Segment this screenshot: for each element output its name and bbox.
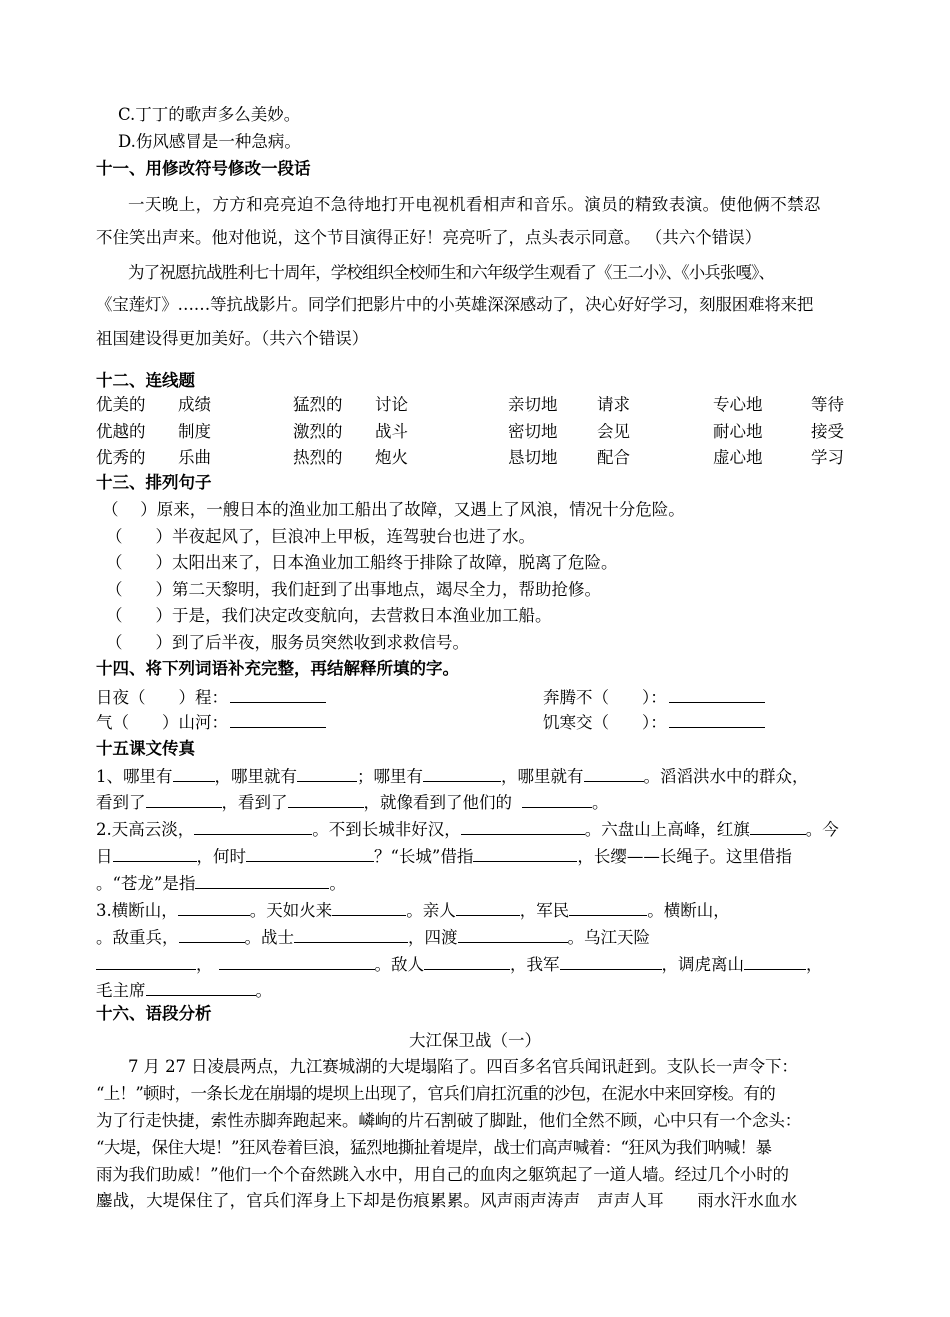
text: 。亲人 [406,901,456,920]
answer-blank[interactable] [669,686,765,703]
fill-blank[interactable] [173,765,215,782]
match-word[interactable]: 优越的 [96,422,146,441]
answer-blank[interactable] [230,711,326,728]
s11-p2-line2: 《宝莲灯》……等抗战影片。同学们把影片中的小英雄深深感动了，决心好好学习，刻服困难将来把 [96,295,814,314]
fill-blank[interactable] [178,899,250,916]
ordering-item[interactable]: （ ）到了后半夜，服务员突然收到求救信号。 [106,633,469,652]
s11-p1-line1: 一天晚上，方方和亮亮迫不急待地打开电视机看相声和音乐。演员的精致表演。使他俩不禁忍 [128,195,821,214]
s11-p2-line1: 为了祝愿抗战胜利七十周年，学校组织全校师生和六年级学生观看了《王二小》、《小兵张嘎》、 [128,263,775,282]
section-15-heading: 十五课文传真 [96,739,195,758]
s15-line2 [96,791,609,814]
passage-line: “大堤，保住大堤！”狂风卷着巨浪，猛烈地撕扯着堤岸，战士们高声喊着：“狂风为我们呐喊！暴 [96,1138,772,1157]
s15-line5 [96,872,346,895]
text: 2.天高云淡， [96,820,195,839]
text: 。天如火来 [249,901,333,920]
match-word[interactable]: 等待 [811,395,844,414]
fill-blank[interactable] [96,953,196,970]
text: 。不到长城非好汉， [312,820,461,839]
match-word[interactable]: 讨论 [375,395,408,414]
idiom-label: 气（ ）山河： [96,713,228,732]
fill-blank[interactable] [246,845,374,862]
ordering-item[interactable]: （ ）原来，一艘日本的渔业加工船出了故障，又遇上了风浪，情况十分危险。 [102,500,685,519]
fill-blank[interactable] [332,899,406,916]
passage-line: “上！”顿时，一条长龙在崩塌的堤坝上出现了，官兵们肩扛沉重的沙包，在泥水中来回穿梭。有的 [96,1084,776,1103]
match-word[interactable]: 耐心地 [713,422,763,441]
idiom-item-c [96,711,326,734]
fill-blank[interactable] [288,791,364,808]
fill-blank[interactable] [423,765,501,782]
fill-blank[interactable] [750,818,806,835]
passage-line: 7 月 27 日凌晨两点，九江赛城湖的大堤塌陷了。四百多名官兵闻讯赶到。支队长一声令下： [128,1057,798,1076]
fill-blank[interactable] [458,926,568,943]
text: 3.横断山， [96,901,178,920]
text: ， [196,955,213,974]
section-13-heading: 十三、排列句子 [96,473,212,492]
match-word[interactable]: 战斗 [375,422,408,441]
fill-blank[interactable] [473,845,577,862]
s15-line4 [96,845,792,868]
match-word[interactable]: 会见 [597,422,630,441]
text: 。六盘山上高峰，红旗 [584,820,750,839]
section-14-heading: 十四、将下列词语补充完整，再结解释所填的字。 [96,659,459,678]
text: ，长缨——长绳子。这里借指 [577,847,792,866]
passage-line: 雨为我们助威！”他们一个个奋然跳入水中，用自己的血肉之躯筑起了一道人墙。经过几个小时的 [96,1165,789,1184]
s15-line6 [96,899,730,922]
fill-blank[interactable] [744,953,806,970]
idiom-label: 奔腾不（ ）： [543,688,667,707]
text: ，我军 [510,955,560,974]
match-word[interactable]: 请求 [597,395,630,414]
section-16-heading: 十六、语段分析 [96,1004,212,1023]
text: ，调虎离山 [661,955,744,974]
fill-blank[interactable] [294,926,408,943]
ordering-item[interactable]: （ ）太阳出来了，日本渔业加工船终于排除了故障，脱离了危险。 [106,553,618,572]
text: 。战士 [244,928,294,947]
text: ，哪里就有 [501,767,584,786]
option-c: C.丁丁的歌声多么美妙。 [118,105,301,124]
match-word[interactable]: 猛烈的 [293,395,343,414]
text: ，四渡 [408,928,458,947]
ordering-item[interactable]: （ ）第二天黎明，我们赶到了出事地点，竭尽全力，帮助抢修。 [106,580,601,599]
fill-blank[interactable] [424,953,510,970]
text: ，就像看到了他们的 [363,793,512,812]
fill-blank[interactable] [146,791,222,808]
fill-blank[interactable] [219,953,375,970]
text: 日 [96,847,113,866]
option-d: D.伤风感冒是一种急病。 [118,132,301,151]
text: ，哪里就有 [214,767,297,786]
fill-blank[interactable] [560,953,662,970]
section-12-heading: 十二、连线题 [96,371,195,390]
match-word[interactable]: 优美的 [96,395,146,414]
passage-line: 鏖战，大堤保住了，官兵们浑身上下却是伤痕累累。风声雨声涛声 声声人耳 雨水汗水血水 [96,1191,798,1210]
match-word[interactable]: 虚心地 [713,448,763,467]
text: 。敌重兵， [96,928,179,947]
match-word[interactable]: 接受 [811,422,844,441]
text: 。今 [805,820,839,839]
text: 。敌人 [374,955,424,974]
text: ；哪里有 [357,767,423,786]
fill-blank[interactable] [461,818,585,835]
text: 毛主席 [96,981,146,1000]
match-word[interactable]: 密切地 [508,422,558,441]
idiom-label: 日夜（ ）程： [96,688,228,707]
text: 。横断山， [647,901,730,920]
match-word[interactable]: 恳切地 [508,448,558,467]
s15-line7 [96,926,650,949]
fill-blank[interactable] [146,979,256,996]
s15-line8 [96,953,823,976]
s15-line9 [96,979,272,1002]
match-word[interactable]: 乐曲 [178,448,211,467]
s15-line3 [96,818,839,841]
fill-blank[interactable] [194,818,312,835]
idiom-item-b [543,686,765,709]
match-word[interactable]: 亲切地 [508,395,558,414]
fill-blank[interactable] [456,899,520,916]
s11-p2-line3: 祖国建设得更加美好。（共六个错误） [96,329,369,348]
section-11-heading: 十一、用修改符号修改一段话 [96,159,311,178]
ordering-item[interactable]: （ ）于是，我们决定改变航向，去营救日本渔业加工船。 [106,606,552,625]
match-word[interactable]: 专心地 [713,395,763,414]
text: 。 [329,874,346,893]
match-word[interactable]: 炮火 [375,448,408,467]
match-word[interactable]: 配合 [597,448,630,467]
passage-line: 为了行走快捷，索性赤脚奔跑起来。嶙峋的片石割破了脚趾，他们全然不顾，心中只有一个念头： [96,1111,802,1130]
idiom-item-d [543,711,765,734]
text: 。“苍龙”是指 [96,874,196,893]
fill-blank[interactable] [195,872,329,889]
fill-blank[interactable] [113,845,197,862]
text: 。滔滔洪水中的群众， [643,767,809,786]
match-word[interactable]: 学习 [811,448,844,467]
answer-blank[interactable] [230,686,326,703]
s11-p1-line2: 不住笑出声来。他对他说，这个节目演得正好！亮亮听了，点头表示同意。 （共六个错误） [96,228,762,247]
text: ， [806,955,823,974]
match-word[interactable]: 激烈的 [293,422,343,441]
text: 。乌江天险 [567,928,650,947]
answer-blank[interactable] [669,711,765,728]
match-word[interactable]: 优秀的 [96,448,146,467]
match-word[interactable]: 制度 [178,422,211,441]
text: 1、哪里有 [96,767,173,786]
idiom-item-a [96,686,326,709]
text: 。 [592,793,609,812]
text: ，军民 [519,901,570,920]
fill-blank[interactable] [179,926,245,943]
fill-blank[interactable] [522,791,592,808]
match-word[interactable]: 热烈的 [293,448,343,467]
text: ，何时 [196,847,246,866]
text: ？“长城”借指 [374,847,474,866]
fill-blank[interactable] [297,765,357,782]
text: 。 [255,981,272,1000]
text: ，看到了 [221,793,288,812]
s15-line1 [96,765,809,788]
text: 看到了 [96,793,146,812]
passage-title: 大江保卫战（一） [409,1031,541,1050]
fill-blank[interactable] [584,765,644,782]
match-word[interactable]: 成绩 [178,395,211,414]
idiom-label: 饥寒交（ ）： [543,713,667,732]
fill-blank[interactable] [569,899,647,916]
ordering-item[interactable]: （ ）半夜起风了，巨浪冲上甲板，连驾驶台也进了水。 [106,527,535,546]
